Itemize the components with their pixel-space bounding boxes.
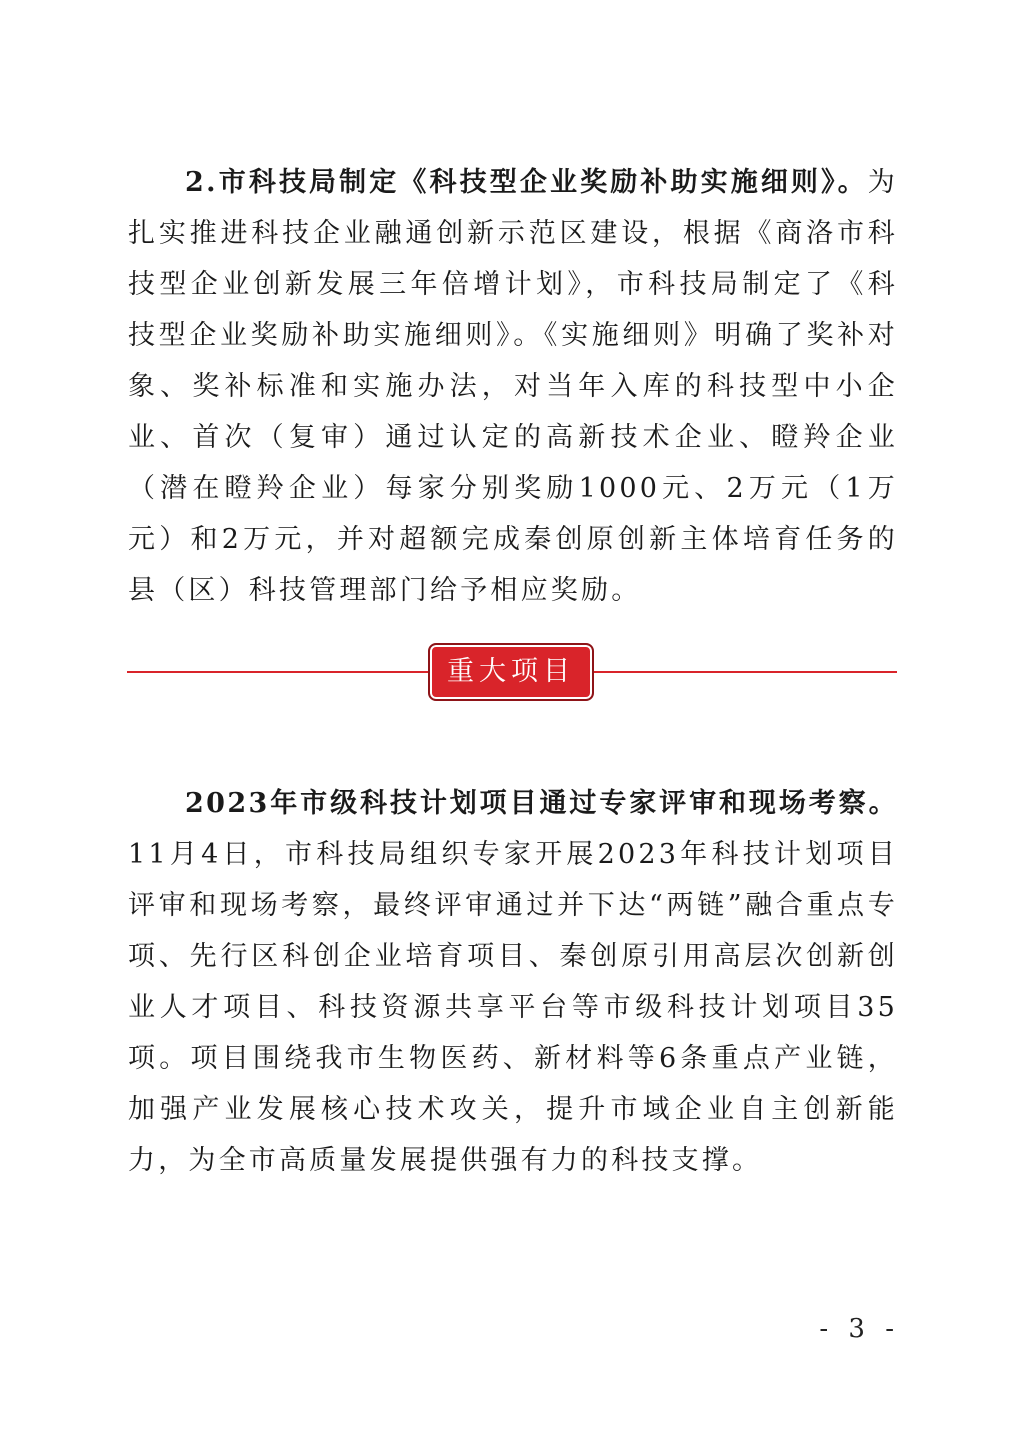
paragraph-lead-title: 2023年市级科技计划项目通过专家评审和现场考察。: [185, 788, 898, 819]
paragraph-lead-title: 2.市科技局制定《科技型企业奖励补助实施细则》。: [185, 167, 868, 198]
paragraph-reward-rules: [128, 157, 898, 616]
paragraph-major-projects: [128, 778, 898, 1186]
section-heading-badge: 重大项目: [428, 643, 594, 701]
paragraph-body: 为扎实推进科技企业融通创新示范区建设，根据《商洛市科技型企业创新发展三年倍增计划》，市科技局制定了《科技型企业奖励补助实施细则》。《实施细则》明确了奖补对象、奖补标准和实施办法，对当年入库的科技型中小企业、首次（复审）通过认定的高新技术企业、瞪羚企业（潜在瞪羚企业）每家分别奖励1000元、2万元（1万元）和2万元，并对超额完成秦创原创新主体培育任务的县（区）科技管理部门给予相应奖励。: [128, 167, 898, 606]
page-number: - 3 -: [819, 1314, 900, 1344]
paragraph-body: 11月4日，市科技局组织专家开展2023年科技计划项目评审和现场考察，最终评审通过并下达“两链”融合重点专项、先行区科创企业培育项目、秦创原引用高层次创新创业人才项目、科技资源共享平台等市级科技计划项目35项。项目围绕我市生物医药、新材料等6条重点产业链，加强产业发展核心技术攻关，提升市域企业自主创新能力，为全市高质量发展提供强有力的科技支撑。: [128, 839, 898, 1176]
